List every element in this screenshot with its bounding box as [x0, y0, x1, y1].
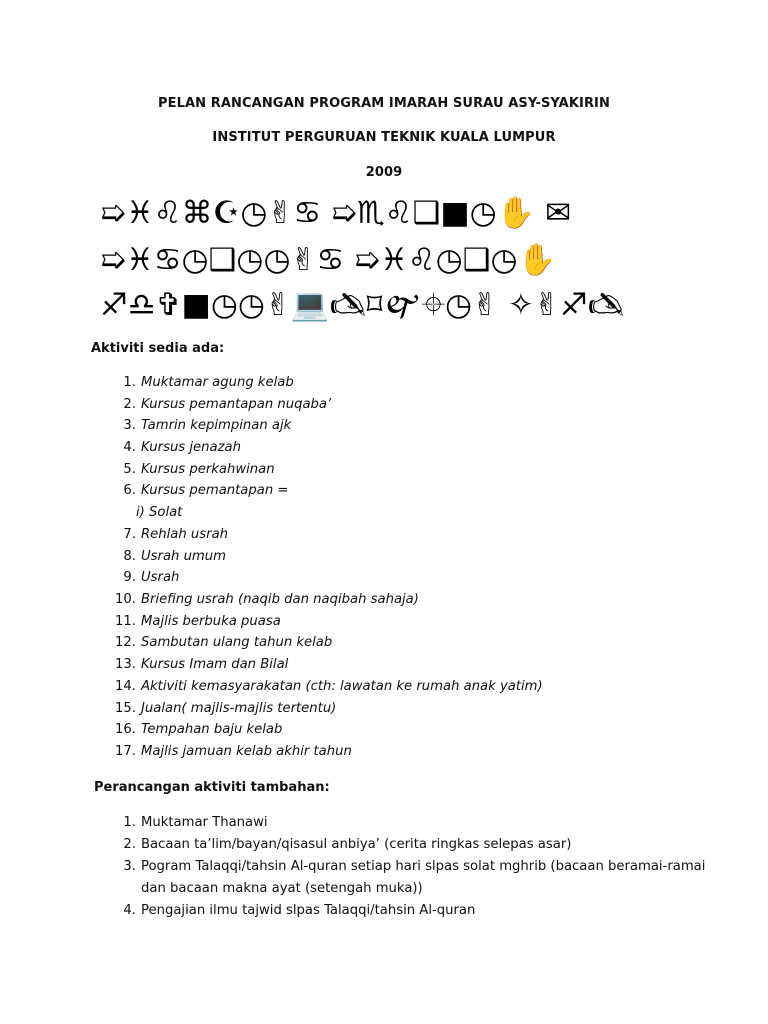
existing-activities-list-continued	[100, 524, 543, 763]
list-item: 16. Tempahan baju kelab	[115, 722, 283, 738]
list-item: 9. Usrah	[123, 570, 180, 586]
list-item: 2. Kursus pemantapan nuqaba’	[123, 396, 332, 412]
list-item-3-continuation: dan bacaan makna ayat (setengah muka))	[141, 881, 423, 896]
document-year: 2009	[365, 165, 403, 180]
list-item: 3. Tamrin kepimpinan ajk	[123, 418, 292, 434]
additional-activities-list	[100, 812, 705, 878]
list-item: 2. Bacaan ta’lim/bayan/qisasul anbiya’ (cerita ringkas selepas asar)	[123, 837, 572, 852]
list-item: 7. Rehlah usrah	[123, 527, 229, 542]
additional-activities-heading: Perancangan aktiviti tambahan:	[94, 780, 330, 795]
existing-activities-heading: Aktiviti sedia ada:	[91, 341, 225, 356]
list-item: 1. Muktamar agung kelab	[123, 375, 294, 390]
list-item: 6. Kursus pemantapan =	[123, 483, 289, 499]
list-item: 3. Pogram Talaqqi/tahsin Al-quran setiap hari slpas solat mghrib (bacaan beramai-ramai	[123, 859, 706, 874]
symbol-line-1: ➯♓♌⌘☪◷✌♋ ➯♏♌❑■◷✋ ✉	[100, 195, 572, 231]
list-item: 11. Majlis berbuka puasa	[115, 613, 281, 629]
sub-item-solat: i) Solat	[136, 505, 183, 520]
list-item: 8. Usrah umum	[123, 548, 226, 564]
list-item: 1. Muktamar Thanawi	[123, 815, 268, 830]
list-item: 15. Jualan( majlis-majlis tertentu)	[115, 700, 337, 716]
list-item: 4. Pengajian ilmu tajwid slpas Talaqqi/tahsin Al-quran	[123, 903, 476, 918]
institution-name: INSTITUT PERGURUAN TEKNIK KUALA LUMPUR	[212, 130, 556, 145]
existing-activities-list	[100, 372, 331, 502]
additional-activities-list-continued	[100, 900, 475, 922]
symbol-line-3: ♐♎✞■◷◷✌💻🖎⌑🙰⌖◷✌ ✧✌♐🖎	[100, 287, 625, 323]
document-title: PELAN RANCANGAN PROGRAM IMARAH SURAU ASY-SYAKIRIN	[158, 96, 610, 111]
list-item: 14. Aktiviti kemasyarakatan (cth: lawatan ke rumah anak yatim)	[115, 678, 543, 694]
list-item: 17. Majlis jamuan kelab akhir tahun	[115, 743, 352, 759]
symbol-line-2: ➯♓♋◷❑◷◷✌♋ ➯♓♌◷❑◷✋	[100, 242, 557, 278]
list-item: 13. Kursus Imam dan Bilal	[115, 657, 289, 673]
list-item: 10. Briefing usrah (naqib dan naqibah sahaja)	[115, 592, 419, 608]
list-item: 4. Kursus jenazah	[123, 440, 241, 456]
list-item: 5. Kursus perkahwinan	[123, 461, 275, 477]
list-item: 12. Sambutan ulang tahun kelab	[115, 635, 333, 651]
